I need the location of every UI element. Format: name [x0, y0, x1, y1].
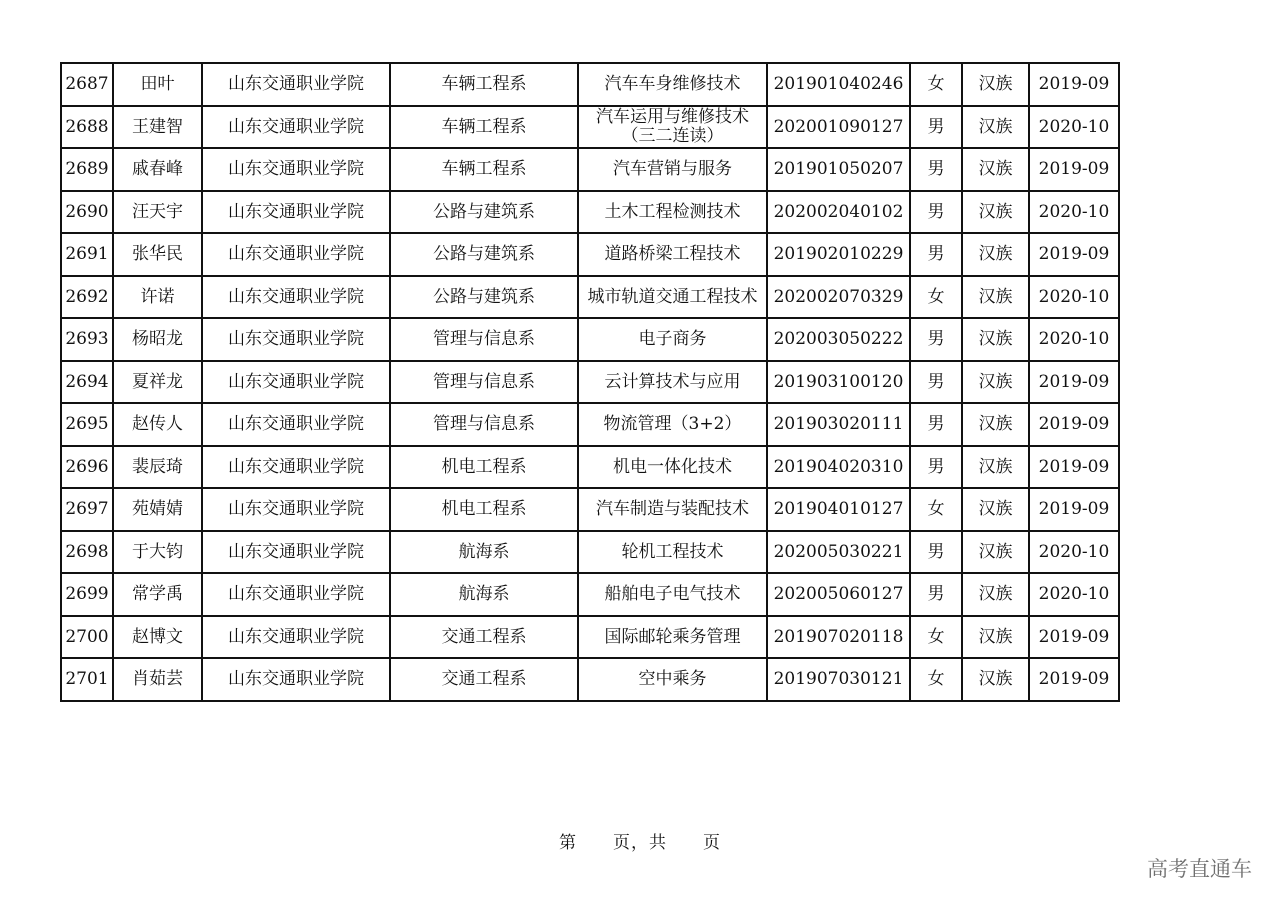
cell-name: 肖茹芸	[113, 658, 202, 701]
cell-major: 国际邮轮乘务管理	[578, 616, 767, 659]
cell-name: 于大钧	[113, 531, 202, 574]
cell-name: 赵传人	[113, 403, 202, 446]
cell-student-id: 202005060127	[767, 573, 910, 616]
cell-school: 山东交通职业学院	[202, 148, 390, 191]
table-row	[61, 488, 1119, 531]
cell-student-id: 201904020310	[767, 446, 910, 489]
table-row	[61, 531, 1119, 574]
cell-school: 山东交通职业学院	[202, 488, 390, 531]
cell-index: 2696	[61, 446, 113, 489]
watermark-logo: 高考直通车	[1147, 857, 1252, 881]
cell-gender: 男	[910, 446, 962, 489]
cell-school: 山东交通职业学院	[202, 63, 390, 106]
cell-school: 山东交通职业学院	[202, 658, 390, 701]
cell-gender: 女	[910, 63, 962, 106]
cell-student-id: 201903100120	[767, 361, 910, 404]
cell-enroll-date: 2019-09	[1029, 361, 1119, 404]
cell-index: 2699	[61, 573, 113, 616]
cell-ethnicity: 汉族	[962, 488, 1029, 531]
cell-major: 空中乘务	[578, 658, 767, 701]
cell-school: 山东交通职业学院	[202, 616, 390, 659]
cell-student-id: 201907030121	[767, 658, 910, 701]
cell-name: 田叶	[113, 63, 202, 106]
cell-student-id: 201902010229	[767, 233, 910, 276]
cell-enroll-date: 2020-10	[1029, 573, 1119, 616]
table-row	[61, 446, 1119, 489]
cell-enroll-date: 2019-09	[1029, 616, 1119, 659]
cell-major: 云计算技术与应用	[578, 361, 767, 404]
cell-ethnicity: 汉族	[962, 573, 1029, 616]
cell-gender: 女	[910, 658, 962, 701]
cell-student-id: 202005030221	[767, 531, 910, 574]
cell-gender: 男	[910, 403, 962, 446]
cell-enroll-date: 2019-09	[1029, 148, 1119, 191]
table-row	[61, 233, 1119, 276]
cell-ethnicity: 汉族	[962, 106, 1029, 149]
cell-name: 赵博文	[113, 616, 202, 659]
cell-ethnicity: 汉族	[962, 531, 1029, 574]
cell-enroll-date: 2019-09	[1029, 446, 1119, 489]
cell-name: 许诺	[113, 276, 202, 319]
cell-index: 2693	[61, 318, 113, 361]
cell-student-id: 201907020118	[767, 616, 910, 659]
cell-index: 2689	[61, 148, 113, 191]
cell-gender: 女	[910, 616, 962, 659]
cell-department: 交通工程系	[390, 616, 578, 659]
cell-department: 交通工程系	[390, 658, 578, 701]
cell-gender: 男	[910, 233, 962, 276]
cell-index: 2688	[61, 106, 113, 149]
cell-index: 2700	[61, 616, 113, 659]
table-row	[61, 191, 1119, 234]
cell-department: 公路与建筑系	[390, 276, 578, 319]
cell-gender: 男	[910, 531, 962, 574]
cell-name: 杨昭龙	[113, 318, 202, 361]
cell-enroll-date: 2019-09	[1029, 488, 1119, 531]
cell-gender: 女	[910, 488, 962, 531]
cell-index: 2701	[61, 658, 113, 701]
cell-gender: 男	[910, 148, 962, 191]
cell-index: 2691	[61, 233, 113, 276]
cell-school: 山东交通职业学院	[202, 531, 390, 574]
cell-major: 机电一体化技术	[578, 446, 767, 489]
cell-index: 2698	[61, 531, 113, 574]
cell-department: 管理与信息系	[390, 318, 578, 361]
cell-school: 山东交通职业学院	[202, 446, 390, 489]
cell-major: 道路桥梁工程技术	[578, 233, 767, 276]
cell-enroll-date: 2019-09	[1029, 658, 1119, 701]
cell-student-id: 201904010127	[767, 488, 910, 531]
cell-student-id: 202002070329	[767, 276, 910, 319]
cell-name: 汪天宇	[113, 191, 202, 234]
table-row	[61, 276, 1119, 319]
cell-ethnicity: 汉族	[962, 276, 1029, 319]
cell-ethnicity: 汉族	[962, 318, 1029, 361]
cell-ethnicity: 汉族	[962, 63, 1029, 106]
cell-department: 机电工程系	[390, 488, 578, 531]
cell-school: 山东交通职业学院	[202, 106, 390, 149]
page-number-text: 第 页，共 页	[559, 833, 721, 853]
student-list-table	[60, 62, 1120, 702]
cell-name: 戚春峰	[113, 148, 202, 191]
page-footer	[0, 828, 1280, 853]
cell-ethnicity: 汉族	[962, 233, 1029, 276]
cell-index: 2694	[61, 361, 113, 404]
table-row	[61, 318, 1119, 361]
cell-index: 2687	[61, 63, 113, 106]
cell-major: 汽车运用与维修技术 （三二连读）	[578, 106, 767, 149]
cell-gender: 男	[910, 361, 962, 404]
cell-major: 物流管理（3+2）	[578, 403, 767, 446]
cell-major: 城市轨道交通工程技术	[578, 276, 767, 319]
table-row	[61, 573, 1119, 616]
cell-enroll-date: 2020-10	[1029, 318, 1119, 361]
cell-ethnicity: 汉族	[962, 361, 1029, 404]
table-body	[61, 63, 1119, 701]
table-row	[61, 616, 1119, 659]
cell-department: 管理与信息系	[390, 403, 578, 446]
cell-student-id: 202003050222	[767, 318, 910, 361]
table-row	[61, 658, 1119, 701]
cell-name: 张华民	[113, 233, 202, 276]
cell-enroll-date: 2019-09	[1029, 63, 1119, 106]
cell-enroll-date: 2020-10	[1029, 106, 1119, 149]
cell-index: 2697	[61, 488, 113, 531]
cell-gender: 男	[910, 573, 962, 616]
table-row	[61, 403, 1119, 446]
table-row	[61, 106, 1119, 149]
cell-ethnicity: 汉族	[962, 403, 1029, 446]
cell-school: 山东交通职业学院	[202, 276, 390, 319]
cell-department: 管理与信息系	[390, 361, 578, 404]
cell-school: 山东交通职业学院	[202, 403, 390, 446]
cell-gender: 女	[910, 276, 962, 319]
cell-department: 航海系	[390, 573, 578, 616]
cell-name: 王建智	[113, 106, 202, 149]
cell-gender: 男	[910, 191, 962, 234]
cell-department: 车辆工程系	[390, 63, 578, 106]
cell-department: 机电工程系	[390, 446, 578, 489]
cell-major: 汽车车身维修技术	[578, 63, 767, 106]
cell-department: 车辆工程系	[390, 106, 578, 149]
cell-department: 公路与建筑系	[390, 191, 578, 234]
cell-name: 夏祥龙	[113, 361, 202, 404]
cell-index: 2692	[61, 276, 113, 319]
cell-enroll-date: 2020-10	[1029, 191, 1119, 234]
cell-school: 山东交通职业学院	[202, 361, 390, 404]
cell-ethnicity: 汉族	[962, 191, 1029, 234]
cell-school: 山东交通职业学院	[202, 573, 390, 616]
cell-department: 航海系	[390, 531, 578, 574]
cell-student-id: 201901050207	[767, 148, 910, 191]
cell-student-id: 201901040246	[767, 63, 910, 106]
cell-index: 2695	[61, 403, 113, 446]
cell-major: 汽车制造与装配技术	[578, 488, 767, 531]
cell-major: 轮机工程技术	[578, 531, 767, 574]
cell-index: 2690	[61, 191, 113, 234]
cell-enroll-date: 2019-09	[1029, 233, 1119, 276]
cell-ethnicity: 汉族	[962, 658, 1029, 701]
cell-name: 常学禹	[113, 573, 202, 616]
cell-enroll-date: 2019-09	[1029, 403, 1119, 446]
cell-enroll-date: 2020-10	[1029, 276, 1119, 319]
cell-school: 山东交通职业学院	[202, 318, 390, 361]
cell-ethnicity: 汉族	[962, 616, 1029, 659]
cell-school: 山东交通职业学院	[202, 233, 390, 276]
cell-major: 汽车营销与服务	[578, 148, 767, 191]
cell-student-id: 202002040102	[767, 191, 910, 234]
cell-department: 车辆工程系	[390, 148, 578, 191]
cell-student-id: 202001090127	[767, 106, 910, 149]
cell-gender: 男	[910, 318, 962, 361]
cell-department: 公路与建筑系	[390, 233, 578, 276]
cell-gender: 男	[910, 106, 962, 149]
cell-ethnicity: 汉族	[962, 446, 1029, 489]
cell-student-id: 201903020111	[767, 403, 910, 446]
cell-enroll-date: 2020-10	[1029, 531, 1119, 574]
cell-name: 苑婧婧	[113, 488, 202, 531]
cell-major: 土木工程检测技术	[578, 191, 767, 234]
cell-school: 山东交通职业学院	[202, 191, 390, 234]
table-row	[61, 148, 1119, 191]
cell-ethnicity: 汉族	[962, 148, 1029, 191]
cell-name: 裴辰琦	[113, 446, 202, 489]
cell-major: 船舶电子电气技术	[578, 573, 767, 616]
table-row	[61, 361, 1119, 404]
cell-major: 电子商务	[578, 318, 767, 361]
table-row	[61, 63, 1119, 106]
